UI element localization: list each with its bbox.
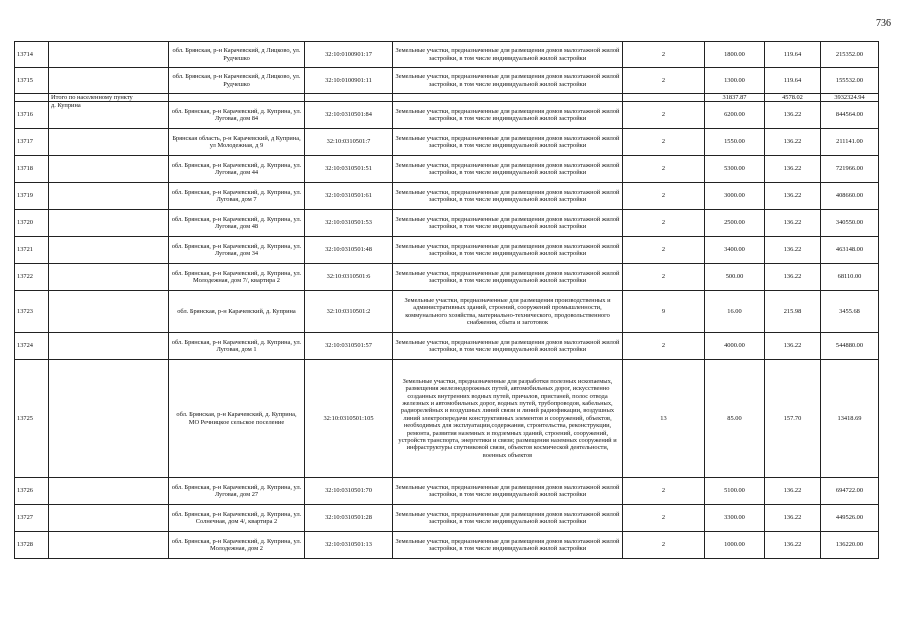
land-use-type-cell: Земельные участки, предназначенные для размещения домов малоэтажной жилой застройки, в том числе индивидуальной жилой застройки (393, 264, 623, 291)
settlement-name-cell (49, 183, 169, 210)
group-number-cell: 2 (623, 333, 705, 360)
settlement-name-cell (49, 360, 169, 478)
cadastral-number-cell: 32:10:0310501:48 (305, 237, 393, 264)
area-cell: 500.00 (705, 264, 765, 291)
settlement-name-cell (49, 291, 169, 333)
settlement-name-cell (49, 478, 169, 505)
cadastral-number-cell: 32:10:0310501:61 (305, 183, 393, 210)
specific-value-cell: 136.22 (765, 210, 821, 237)
cadastral-number-cell: 32:10:0310501:105 (305, 360, 393, 478)
group-number-cell: 2 (623, 478, 705, 505)
land-use-type-cell: Земельные участки, предназначенные для размещения домов малоэтажной жилой застройки, в том числе индивидуальной жилой застройки (393, 333, 623, 360)
cadastral-value-cell: 340550.00 (821, 210, 879, 237)
table-row (15, 210, 879, 237)
address-cell: обл. Брянская, р-н Карачевский, д Лицково, ул. Рудчешко (169, 42, 305, 68)
table-row (15, 129, 879, 156)
cadastral-value-cell: 408660.00 (821, 183, 879, 210)
settlement-name-cell (49, 129, 169, 156)
land-use-type-cell: Земельные участки, предназначенные для размещения домов малоэтажной жилой застройки, в том числе индивидуальной жилой застройки (393, 102, 623, 129)
group-number-cell: 2 (623, 129, 705, 156)
cadastral-number-cell: 32:10:0310501:53 (305, 210, 393, 237)
settlement-name-cell (49, 505, 169, 532)
cadastral-number-cell: 32:10:0310501:51 (305, 156, 393, 183)
row-number-cell: 13725 (15, 360, 49, 478)
cadastral-number-cell: 32:10:0310501:57 (305, 333, 393, 360)
address-cell: обл. Брянская, р-н Карачевский, д. Куприна, ул. Луговая, дом 48 (169, 210, 305, 237)
row-number-cell: 13722 (15, 264, 49, 291)
area-cell: 1800.00 (705, 42, 765, 68)
settlement-name-cell: д. Куприна (49, 102, 169, 129)
cadastral-number-cell: 32:10:0310501:84 (305, 102, 393, 129)
cadastral-number-cell: 32:10:0310501:70 (305, 478, 393, 505)
specific-value-cell: 136.22 (765, 129, 821, 156)
area-cell: 4000.00 (705, 333, 765, 360)
address-cell: обл. Брянская, р-н Карачевский, д. Куприна, МО Речницкое сельское поселение (169, 360, 305, 478)
area-cell: 3000.00 (705, 183, 765, 210)
settlement-name-cell: Итого по населенному пункту (49, 94, 169, 102)
group-number-cell: 2 (623, 156, 705, 183)
settlement-name-cell (49, 333, 169, 360)
specific-value-cell: 4578.02 (765, 94, 821, 102)
area-cell: 31837.87 (705, 94, 765, 102)
row-number-cell: 13716 (15, 102, 49, 129)
land-use-type-cell: Земельные участки, предназначенные для размещения домов малоэтажной жилой застройки, в том числе индивидуальной жилой застройки (393, 478, 623, 505)
settlement-name-cell (49, 42, 169, 68)
land-use-type-cell: Земельные участки, предназначенные для размещения домов малоэтажной жилой застройки, в том числе индивидуальной жилой застройки (393, 68, 623, 94)
area-cell: 1550.00 (705, 129, 765, 156)
specific-value-cell: 136.22 (765, 237, 821, 264)
cadastral-value-cell: 694722.00 (821, 478, 879, 505)
specific-value-cell: 215.98 (765, 291, 821, 333)
address-cell (169, 94, 305, 102)
table-row (15, 237, 879, 264)
row-number-cell: 13718 (15, 156, 49, 183)
land-use-type-cell: Земельные участки, предназначенные для разработки полезных ископаемых, размещения железнодорожных путей, автомобильных дорог, искусственно созданных внутренних водных путей, причалов, пристаней, полос отвода железных и автомобильных дорог, водных путей, трубопроводов, кабельных, радиорелейных и воздушных линий связи и линий радиофикации, воздушных линий электропередачи конструктивных элементов и сооружений, объектов, необходимых для эксплуатации,содержания, строительства, реконструкции, ремонта, развития наземных и подземных зданий, строений, сооружений, устройств транспорта, энергетики и связи; размещения наземных сооружений и инфраструктуры спутниковой связи, объектов космической деятельности, военных объектов (393, 360, 623, 478)
group-number-cell (623, 94, 705, 102)
row-number-cell: 13714 (15, 42, 49, 68)
area-cell: 3400.00 (705, 237, 765, 264)
row-number-cell: 13723 (15, 291, 49, 333)
settlement-name-cell (49, 156, 169, 183)
group-number-cell: 2 (623, 532, 705, 559)
cadastral-value-cell: 155532.00 (821, 68, 879, 94)
settlement-name-cell (49, 68, 169, 94)
table-row (15, 360, 879, 478)
group-number-cell: 2 (623, 237, 705, 264)
group-number-cell: 2 (623, 68, 705, 94)
address-cell: обл. Брянская, р-н Карачевский, д. Куприна, ул. Луговая, дом 84 (169, 102, 305, 129)
table-row (15, 264, 879, 291)
cadastral-value-cell: 3932324.94 (821, 94, 879, 102)
table-row (15, 102, 879, 129)
table-row (15, 156, 879, 183)
area-cell: 1000.00 (705, 532, 765, 559)
specific-value-cell: 136.22 (765, 156, 821, 183)
row-number-cell: 13727 (15, 505, 49, 532)
cadastral-number-cell (305, 94, 393, 102)
row-number-cell: 13717 (15, 129, 49, 156)
land-use-type-cell: Земельные участки, предназначенные для размещения домов малоэтажной жилой застройки, в том числе индивидуальной жилой застройки (393, 532, 623, 559)
land-use-type-cell: Земельные участки, предназначенные для размещения домов малоэтажной жилой застройки, в том числе индивидуальной жилой застройки (393, 505, 623, 532)
specific-value-cell: 136.22 (765, 102, 821, 129)
group-number-cell: 2 (623, 210, 705, 237)
settlement-name-cell (49, 264, 169, 291)
group-number-cell: 2 (623, 264, 705, 291)
table-row (15, 68, 879, 94)
cadastral-value-cell: 449526.00 (821, 505, 879, 532)
table-row (15, 532, 879, 559)
group-number-cell: 2 (623, 42, 705, 68)
address-cell: обл. Брянская, р-н Карачевский, д. Куприна, ул. Молодежная, дом 2 (169, 532, 305, 559)
address-cell: обл. Брянская, р-н Карачевский, д. Куприна, ул. Луговая, дом 44 (169, 156, 305, 183)
address-cell: обл. Брянская, р-н Карачевский, д. Куприна, ул. Луговая, дом 34 (169, 237, 305, 264)
cadastral-number-cell: 32:10:0310501:6 (305, 264, 393, 291)
land-use-type-cell: Земельные участки, предназначенные для размещения домов малоэтажной жилой застройки, в том числе индивидуальной жилой застройки (393, 156, 623, 183)
address-cell: обл. Брянская, р-н Карачевский, д Лицково, ул. Рудчешко (169, 68, 305, 94)
cadastral-number-cell: 32:10:0310501:28 (305, 505, 393, 532)
specific-value-cell: 157.70 (765, 360, 821, 478)
specific-value-cell: 136.22 (765, 264, 821, 291)
table-body (15, 42, 879, 559)
cadastral-number-cell: 32:10:0310501:7 (305, 129, 393, 156)
cadastral-number-cell: 32:10:0310501:13 (305, 532, 393, 559)
specific-value-cell: 136.22 (765, 478, 821, 505)
table-row (15, 333, 879, 360)
cadastral-value-cell: 215352.00 (821, 42, 879, 68)
row-number-cell (15, 94, 49, 102)
subtotal-row (15, 94, 879, 102)
land-use-type-cell (393, 94, 623, 102)
area-cell: 16.00 (705, 291, 765, 333)
cadastral-value-cell: 463148.00 (821, 237, 879, 264)
land-use-type-cell: Земельные участки, предназначенные для размещения домов малоэтажной жилой застройки, в том числе индивидуальной жилой застройки (393, 183, 623, 210)
cadastral-value-cell: 13418.69 (821, 360, 879, 478)
row-number-cell: 13724 (15, 333, 49, 360)
area-cell: 6200.00 (705, 102, 765, 129)
address-cell: обл. Брянская, р-н Карачевский, д. Куприна, ул. Луговая, дом 27 (169, 478, 305, 505)
group-number-cell: 2 (623, 505, 705, 532)
address-cell: Брянская область, р-н Карачевский, д Куприна, ул Молодежная, д 9 (169, 129, 305, 156)
table-row (15, 42, 879, 68)
land-registry-table (14, 41, 879, 559)
row-number-cell: 13720 (15, 210, 49, 237)
land-use-type-cell: Земельные участки, предназначенные для размещения домов малоэтажной жилой застройки, в том числе индивидуальной жилой застройки (393, 237, 623, 264)
specific-value-cell: 119.64 (765, 42, 821, 68)
settlement-name-cell (49, 210, 169, 237)
area-cell: 5100.00 (705, 478, 765, 505)
cadastral-value-cell: 721966.00 (821, 156, 879, 183)
page-number: 736 (876, 18, 891, 29)
table-row (15, 183, 879, 210)
table-row (15, 505, 879, 532)
specific-value-cell: 136.22 (765, 333, 821, 360)
area-cell: 3300.00 (705, 505, 765, 532)
cadastral-value-cell: 544880.00 (821, 333, 879, 360)
settlement-name-cell (49, 532, 169, 559)
land-use-type-cell: Земельные участки, предназначенные для размещения домов малоэтажной жилой застройки, в том числе индивидуальной жилой застройки (393, 210, 623, 237)
settlement-name-cell (49, 237, 169, 264)
cadastral-number-cell: 32:10:0310501:2 (305, 291, 393, 333)
land-use-type-cell: Земельные участки, предназначенные для размещения производственных и административных зданий, строений, сооружений промышленности, коммунального хозяйства, материально-технического, продовольственного снабжения, сбыта и заготовок (393, 291, 623, 333)
cadastral-value-cell: 68110.00 (821, 264, 879, 291)
specific-value-cell: 119.64 (765, 68, 821, 94)
specific-value-cell: 136.22 (765, 532, 821, 559)
cadastral-value-cell: 844564.00 (821, 102, 879, 129)
address-cell: обл. Брянская, р-н Карачевский, д. Куприна, ул. Луговая, дом 7 (169, 183, 305, 210)
row-number-cell: 13721 (15, 237, 49, 264)
row-number-cell: 13715 (15, 68, 49, 94)
area-cell: 2500.00 (705, 210, 765, 237)
group-number-cell: 2 (623, 183, 705, 210)
cadastral-value-cell: 211141.00 (821, 129, 879, 156)
group-number-cell: 2 (623, 102, 705, 129)
address-cell: обл. Брянская, р-н Карачевский, д. Куприна, ул. Молодежная, дом 7/, квартира 2 (169, 264, 305, 291)
address-cell: обл. Брянская, р-н Карачевский, д. Куприна (169, 291, 305, 333)
cadastral-value-cell: 136220.00 (821, 532, 879, 559)
specific-value-cell: 136.22 (765, 505, 821, 532)
row-number-cell: 13728 (15, 532, 49, 559)
address-cell: обл. Брянская, р-н Карачевский, д. Куприна, ул. Солнечная, дом 4/, квартира 2 (169, 505, 305, 532)
land-use-type-cell: Земельные участки, предназначенные для размещения домов малоэтажной жилой застройки, в том числе индивидуальной жилой застройки (393, 129, 623, 156)
area-cell: 1300.00 (705, 68, 765, 94)
cadastral-value-cell: 3455.68 (821, 291, 879, 333)
row-number-cell: 13719 (15, 183, 49, 210)
cadastral-number-cell: 32:10:0100901:11 (305, 68, 393, 94)
group-number-cell: 9 (623, 291, 705, 333)
land-use-type-cell: Земельные участки, предназначенные для размещения домов малоэтажной жилой застройки, в том числе индивидуальной жилой застройки (393, 42, 623, 68)
group-number-cell: 13 (623, 360, 705, 478)
address-cell: обл. Брянская, р-н Карачевский, д. Куприна, ул. Луговая, дом 1 (169, 333, 305, 360)
area-cell: 5300.00 (705, 156, 765, 183)
row-number-cell: 13726 (15, 478, 49, 505)
specific-value-cell: 136.22 (765, 183, 821, 210)
table-row (15, 478, 879, 505)
area-cell: 85.00 (705, 360, 765, 478)
table-row (15, 291, 879, 333)
cadastral-number-cell: 32:10:0100901:17 (305, 42, 393, 68)
